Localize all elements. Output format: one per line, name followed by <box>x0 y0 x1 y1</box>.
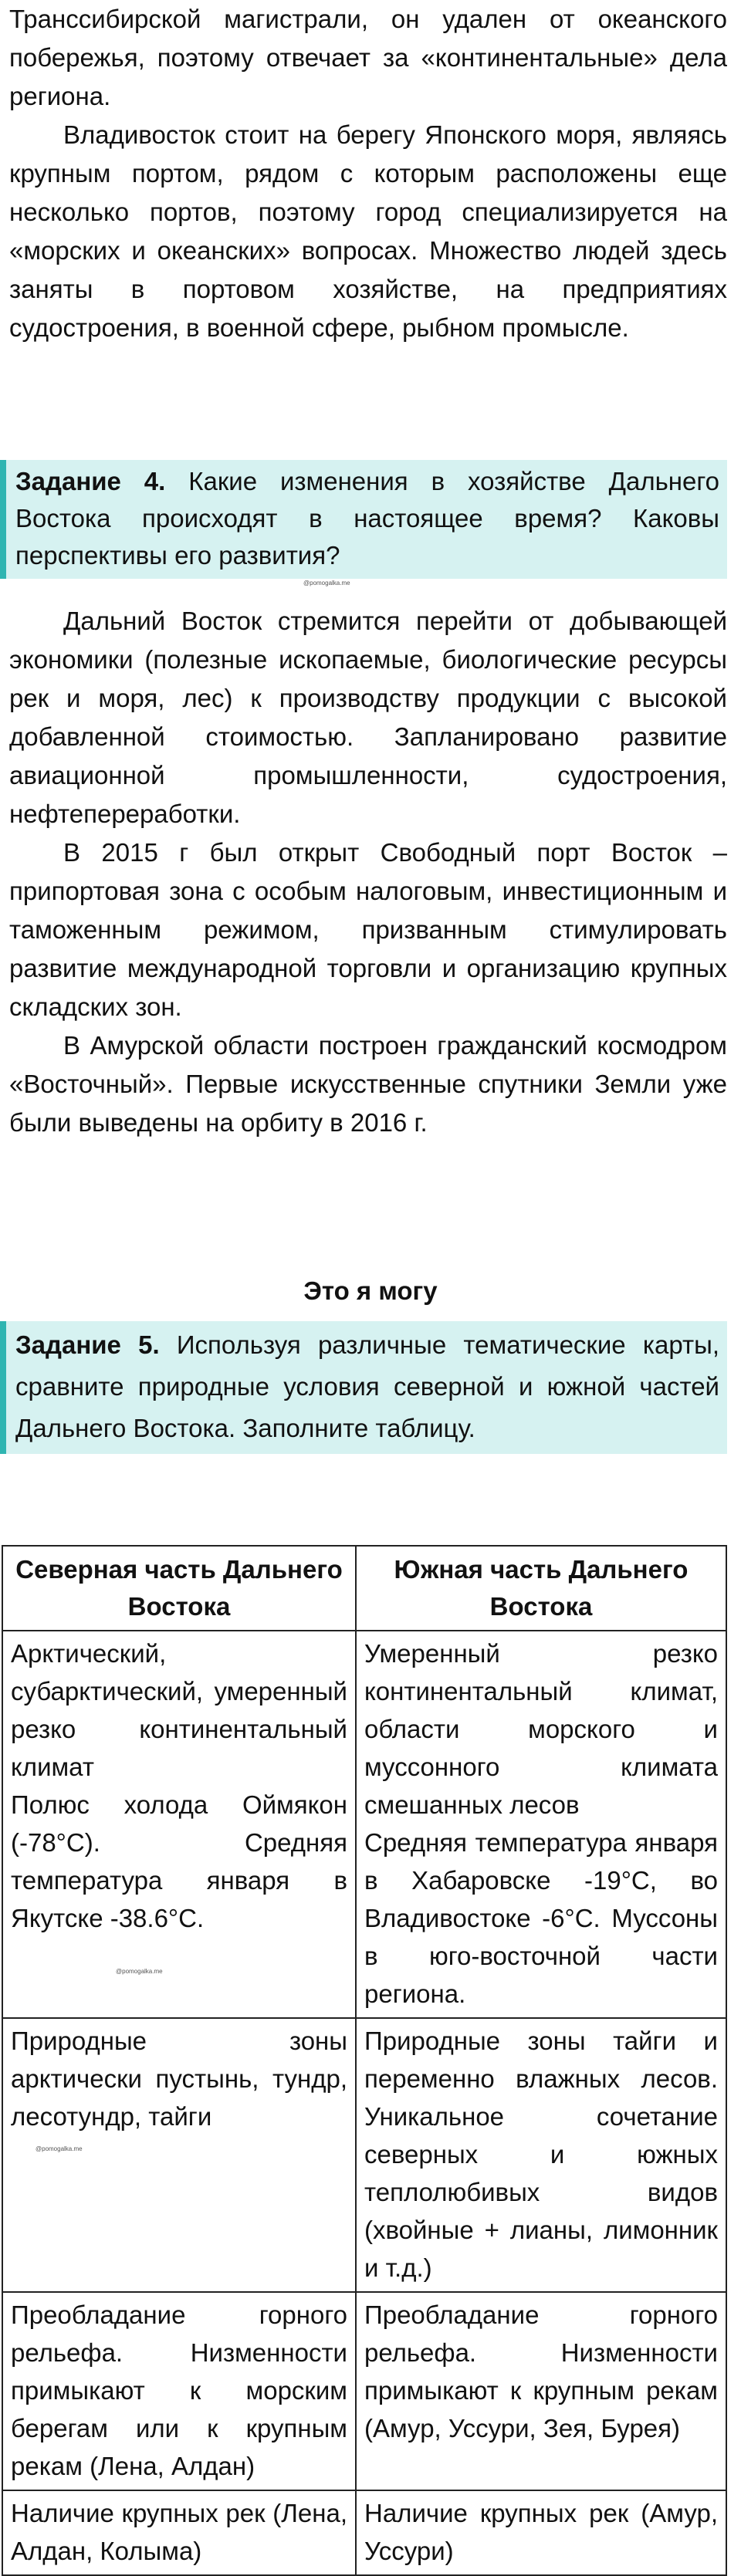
comparison-table <box>2 1545 727 2576</box>
answer-4-paragraph-2: В 2015 г был открыт Свободный порт Восток – припортовая зона с особым налоговым, инвестиционным и таможенным режимом, призванным стимулировать развитие международной торговли и организацию крупных складских зон. <box>9 838 727 1021</box>
cell-text: Наличие крупных рек (Лена, Алдан, Колыма) <box>11 2499 347 2565</box>
section-title: Это я могу <box>303 1276 438 1305</box>
answer-4-paragraph-1: Дальний Восток стремится перейти от добывающей экономики (полезные ископаемые, биологические ресурсы рек и моря, лес) к производству продукции с высокой добавленной стоимостью. Запланировано развитие авиационной промышленности, судостроения, нефтепереработки. <box>9 607 727 828</box>
cell-text: Средняя температура января в Хабаровске -19°C, во Владивостоке -6°C. Муссоны в юго-восточной части региона. <box>364 1828 718 2008</box>
task-5-question: Используя различные тематические карты, сравните природные условия северной и южной частей Дальнего Востока. Заполните таблицу. <box>15 1330 719 1442</box>
task-4-question: Какие изменения в хозяйстве Дальнего Востока происходят в настоящее время? Каковы перспективы его развития? <box>15 467 720 570</box>
task-4-label: Задание 4. <box>15 467 166 495</box>
header-north: Северная часть Дальнего Востока <box>2 1546 356 1631</box>
table-row <box>2 2018 726 2292</box>
table-row <box>2 1631 726 2018</box>
cell-text: Преобладание горного рельефа. Низменности примыкают к морским берегам или к крупным рекам (Лена, Алдан) <box>11 2300 347 2480</box>
cell-text: Арктический, субарктический, умеренный резко континентальный климат <box>11 1639 347 1781</box>
task-4-text <box>15 463 719 574</box>
cell-south-rivers <box>356 2490 726 2575</box>
intro-section <box>9 0 727 347</box>
cell-text: Преобладание горного рельефа. Низменности примыкают к крупным рекам (Амур, Уссури, Зея, Бурея) <box>364 2300 718 2442</box>
cell-north-climate <box>2 1631 356 2018</box>
cell-text: Умеренный резко континентальный климат, области морского и муссонного климата смешанных лесов <box>364 1639 718 1819</box>
header-south: Южная часть Дальнего Востока <box>356 1546 726 1631</box>
cell-south-climate <box>356 1631 726 2018</box>
cell-text: Полюс холода Оймякон (-78°C). Средняя температура января в Якутске -38.6°C. <box>11 1790 347 1932</box>
cell-north-relief <box>2 2292 356 2490</box>
answer-4-section <box>9 602 727 1142</box>
cell-north-rivers <box>2 2490 356 2575</box>
cell-text: Природные зоны арктически пустынь, тундр, лесотундр, тайги <box>11 2027 347 2131</box>
cell-text: Природные зоны тайги и переменно влажных лесов. Уникальное сочетание северных и южных теплолюбивых видов (хвойные + лианы, лимонник и т.д.) <box>364 2027 718 2282</box>
intro-paragraph-2: Владивосток стоит на берегу Японского моря, являясь крупным портом, рядом с которым расположены еще несколько портов, поэтому город специализируется на «морских и океанских» вопросах. Множество людей здесь заняты в портовом хозяйстве, на предприятиях судостроения, в военной сфере, рыбном промысле. <box>9 120 727 342</box>
cell-north-zones <box>2 2018 356 2292</box>
task-5-text <box>15 1324 719 1449</box>
watermark: @pomogalka.me <box>36 2145 83 2152</box>
task-4-box <box>0 460 727 579</box>
table-row <box>2 2292 726 2490</box>
answer-4-paragraph-3: В Амурской области построен гражданский космодром «Восточный». Первые искусственные спутники Земли уже были выведены на орбиту в 2016 г. <box>9 1031 727 1137</box>
task-5-label: Задание 5. <box>15 1330 160 1359</box>
cell-south-zones <box>356 2018 726 2292</box>
table-row <box>2 2490 726 2575</box>
cell-south-relief <box>356 2292 726 2490</box>
task-5-box <box>0 1321 727 1454</box>
cell-text: Наличие крупных рек (Амур, Уссури) <box>364 2499 718 2565</box>
watermark: @pomogalka.me <box>116 1968 163 1975</box>
table-header-row <box>2 1546 726 1631</box>
intro-paragraph-1: Транссибирской магистрали, он удален от океанского побережья, поэтому отвечает за «континентальные» дела региона. <box>9 5 727 110</box>
watermark: @pomogalka.me <box>303 580 350 587</box>
